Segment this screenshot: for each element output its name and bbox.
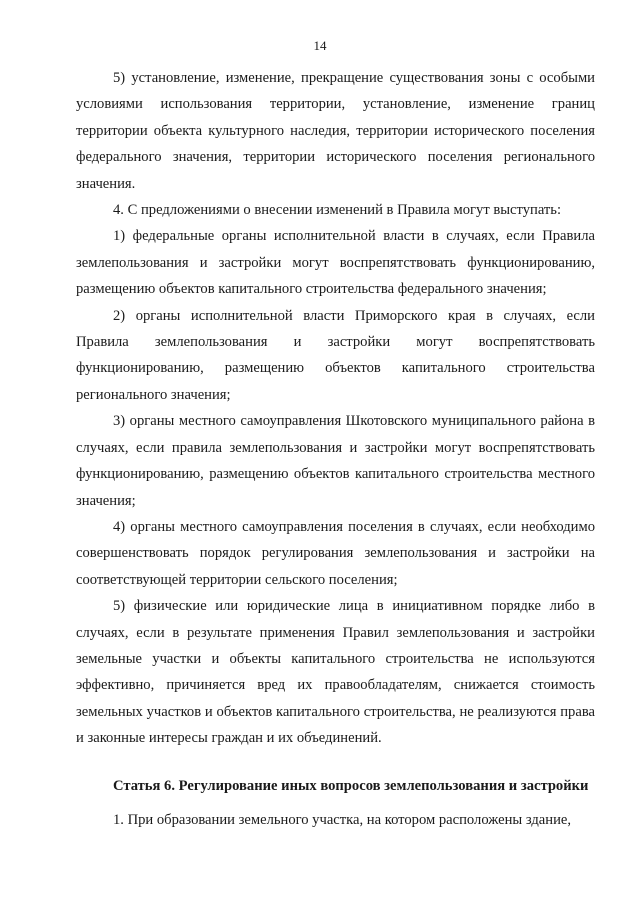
article-6-heading: Статья 6. Регулирование иных вопросов землепользования и застройки [113,777,589,794]
paragraph-section-4-proposers: 4. С предложениями о внесении изменений в Правила могут выступать: [113,202,562,219]
paragraph-item-1-federal: 1) федеральные органы исполнительной власти в случаях, если Правила землепользования и застройки могут воспрепятствовать функционированию, размещению объектов капитального строительства федерального значения; [76,228,595,298]
page-number: 14 [313,38,327,53]
paragraph-item-3-municipal: 3) органы местного самоуправления Шкотовского муниципального района в случаях, если правила землепользования и застройки могут воспрепятствовать функционированию, размещению объектов капитального строительства местного значения; [76,413,595,509]
paragraph-item-5-individuals: 5) физические или юридические лица в инициативном порядке либо в случаях, если в результате применения Правил землепользования и застройки земельные участки и объекты капитального строительства не используются эффективно, причиняется вред их правообладателям, снижается стоимость земельных участков и объектов капитального строительства, не реализуются права и законные интересы граждан и их объединений. [76,598,595,747]
paragraph-item-4-settlement: 4) органы местного самоуправления поселения в случаях, если необходимо совершенствовать порядок регулирования землепользования и застройки на соответствующей территории сельского поселения; [76,518,595,588]
paragraph-article-6-item-1: 1. При образовании земельного участка, на котором расположены здание, [113,811,572,828]
paragraph-item-2-regional: 2) органы исполнительной власти Приморского края в случаях, если Правила землепользования и застройки могут воспрепятствовать функционированию, размещению объектов капитального строительства регионального значения; [76,307,595,403]
document-body [76,65,595,833]
paragraph-item-5-zones: 5) установление, изменение, прекращение существования зоны с особыми условиями использования территории, установление, изменение границ территории объекта культурного наследия, территории исторического поселения федерального значения, территории исторического поселения регионального значения. [76,70,595,192]
